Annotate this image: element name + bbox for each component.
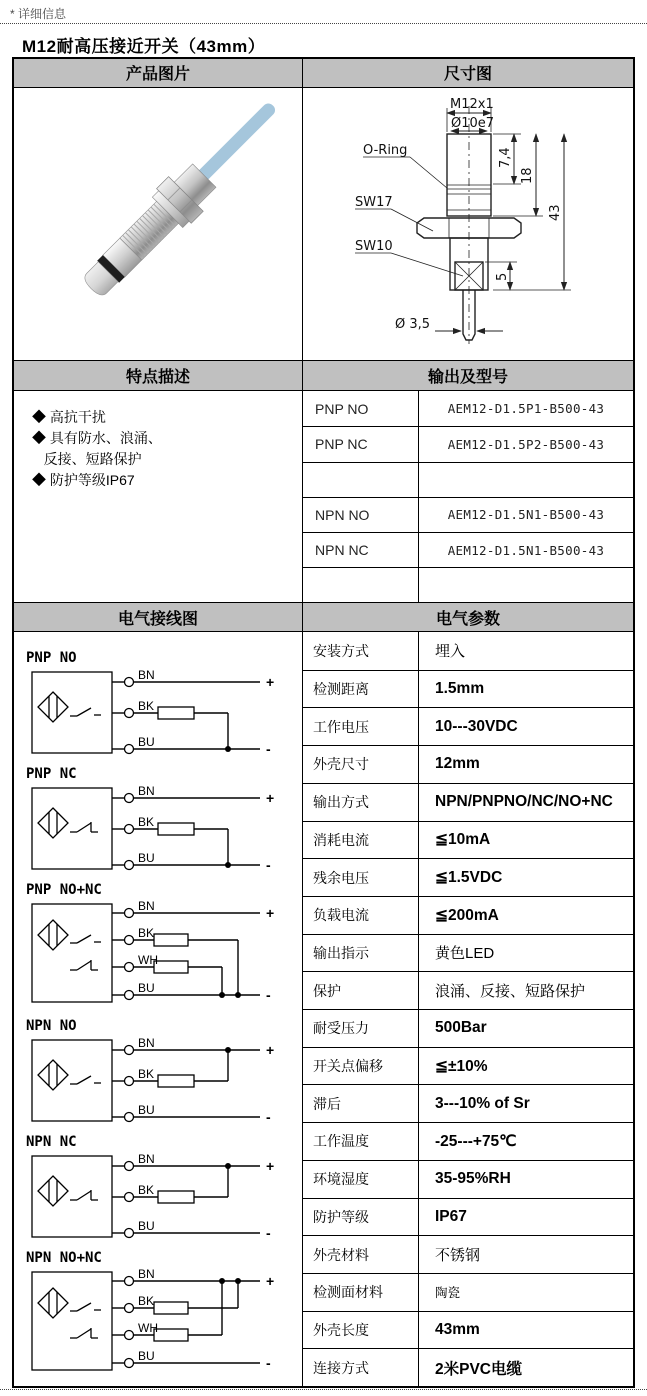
output-type (303, 567, 418, 602)
wiring-diagram-label: PNP NC (26, 766, 77, 783)
wire-label: BN (138, 1036, 155, 1051)
output-type: PNP NO (315, 400, 369, 417)
param-value: 3---10% of Sr (418, 1084, 633, 1122)
param-label: 保护 (303, 971, 418, 1009)
wire-label: BK (138, 699, 155, 714)
header-output-model: 输出及型号 (303, 361, 633, 390)
wire-label: WH (138, 1321, 158, 1336)
output-model: AEM12-D1.5P1-B500-43 (418, 391, 633, 426)
wiring-diagram (26, 1018, 302, 1130)
wiring-diagram-svg (26, 899, 288, 1009)
wire-label: BU (138, 1103, 155, 1118)
svg-text:7,4: 7,4 (498, 147, 513, 168)
plus-terminal: + (266, 674, 275, 691)
param-value: 不锈钢 (418, 1235, 633, 1273)
wiring-diagram-label: NPN NC (26, 1134, 77, 1151)
header-row-1 (14, 59, 633, 88)
wiring-diagram (26, 882, 302, 1014)
param-value: 10---30VDC (418, 707, 633, 745)
header-product-image: 产品图片 (14, 59, 303, 87)
param-value: ≦10mA (418, 821, 633, 859)
svg-text:18: 18 (520, 167, 535, 184)
wire-label: BU (138, 1219, 155, 1234)
param-label: 残余电压 (303, 858, 418, 896)
output-type: NPN NO (303, 497, 418, 532)
wire-label: BK (138, 1067, 155, 1082)
wire-label: BN (138, 668, 155, 683)
detail-info-note: * 详细信息 (10, 7, 67, 21)
param-label: 外壳长度 (303, 1311, 418, 1349)
param-value: 12mm (418, 745, 633, 783)
param-value: 35-95%RH (418, 1160, 633, 1198)
param-label: 外壳材料 (303, 1235, 418, 1273)
param-label: 输出方式 (303, 783, 418, 821)
product-photo-cell (14, 88, 303, 360)
wiring-diagrams (14, 632, 303, 1386)
bottom-dotted-divider (0, 1389, 647, 1390)
param-value: 黄色LED (418, 934, 633, 972)
features-output-row (14, 391, 633, 603)
wire-label: BN (138, 899, 155, 914)
wiring-params-row (14, 632, 633, 1386)
param-value: 埋入 (418, 632, 633, 670)
param-value: ≦1.5VDC (418, 858, 633, 896)
output-model: AEM12-D1.5N1-B500-43 (418, 532, 633, 567)
param-label: 安装方式 (313, 642, 369, 659)
features-list (14, 391, 303, 602)
output-model-table (303, 391, 633, 602)
param-label: 检测面材料 (303, 1273, 418, 1311)
wiring-diagram (26, 766, 302, 878)
feature-line: ◆ 防护等级IP67 (32, 472, 135, 489)
minus-terminal: - (266, 1225, 271, 1242)
param-value: 1.5mm (418, 670, 633, 708)
dimension-drawing (303, 88, 633, 360)
wire-label: WH (138, 953, 158, 968)
param-label: 开关点偏移 (303, 1047, 418, 1085)
param-label: 外壳尺寸 (303, 745, 418, 783)
output-model (418, 567, 633, 602)
wiring-diagram-svg (26, 1035, 288, 1125)
param-value: IP67 (418, 1198, 633, 1236)
wiring-diagram-label: PNP NO (26, 650, 77, 667)
param-label: 防护等级 (303, 1198, 418, 1236)
param-value: 2米PVC电缆 (418, 1348, 633, 1386)
wire-label: BN (138, 1152, 155, 1167)
feature-line: ◆ 具有防水、浪涌、 (32, 430, 162, 447)
output-type: PNP NC (303, 426, 418, 461)
product-photo (36, 93, 280, 355)
wire-label: BK (138, 926, 155, 941)
param-label: 检测距离 (303, 670, 418, 708)
param-label: 负载电流 (303, 896, 418, 934)
param-label: 连接方式 (303, 1348, 418, 1386)
minus-terminal: - (266, 741, 271, 758)
plus-terminal: + (266, 905, 275, 922)
header-wiring: 电气接线图 (14, 603, 303, 631)
wire-label: BU (138, 851, 155, 866)
param-value: ≦200mA (418, 896, 633, 934)
header-dimension: 尺寸图 (303, 59, 633, 87)
header-features: 特点描述 (14, 361, 303, 390)
header-row-3 (14, 603, 633, 632)
plus-terminal: + (266, 790, 275, 807)
header-electrical: 电气参数 (303, 603, 633, 631)
minus-terminal: - (266, 1109, 271, 1126)
wiring-diagram-svg (26, 667, 288, 757)
param-label: 耐受压力 (303, 1009, 418, 1047)
wiring-diagram (26, 1250, 302, 1382)
svg-text:5: 5 (495, 272, 510, 281)
wire-label: BK (138, 1183, 155, 1198)
wiring-diagram-svg (26, 1267, 288, 1377)
wiring-diagram-svg (26, 783, 288, 873)
param-label: 输出指示 (303, 934, 418, 972)
minus-terminal: - (266, 857, 271, 874)
minus-terminal: - (266, 1355, 271, 1372)
param-value: NPN/PNPNO/NC/NO+NC (418, 783, 633, 821)
wiring-diagram (26, 650, 302, 762)
svg-text:SW10: SW10 (355, 238, 393, 254)
param-value: 500Bar (418, 1009, 633, 1047)
plus-terminal: + (266, 1042, 275, 1059)
wire-label: BU (138, 981, 155, 996)
plus-terminal: + (266, 1158, 275, 1175)
header-row-2 (14, 361, 633, 391)
wiring-diagram-label: NPN NO (26, 1018, 77, 1035)
param-value: 43mm (418, 1311, 633, 1349)
output-model: AEM12-D1.5N1-B500-43 (418, 497, 633, 532)
param-value: 陶瓷 (418, 1273, 633, 1311)
top-dotted-divider (0, 23, 647, 24)
svg-text:Ø10e7: Ø10e7 (451, 115, 495, 131)
output-model: AEM12-D1.5P2-B500-43 (418, 426, 633, 461)
wire-label: BU (138, 1349, 155, 1364)
svg-text:43: 43 (548, 204, 563, 221)
param-value: 浪涌、反接、短路保护 (418, 971, 633, 1009)
param-label: 工作温度 (303, 1122, 418, 1160)
svg-text:O-Ring: O-Ring (363, 142, 408, 158)
wire-label: BN (138, 1267, 155, 1282)
param-label: 工作电压 (303, 707, 418, 745)
wiring-diagram (26, 1134, 302, 1246)
param-label: 消耗电流 (303, 821, 418, 859)
svg-text:SW17: SW17 (355, 194, 393, 210)
wire-label: BK (138, 815, 155, 830)
image-row (14, 88, 633, 361)
feature-line: ◆ 高抗干扰 (32, 409, 106, 426)
electrical-params-table (303, 632, 633, 1386)
output-model (418, 462, 633, 497)
svg-text:Ø 3,5: Ø 3,5 (395, 316, 431, 332)
plus-terminal: + (266, 1273, 275, 1290)
output-type: NPN NC (303, 532, 418, 567)
wire-label: BU (138, 735, 155, 750)
page-title: M12耐高压接近开关（43mm） (22, 37, 266, 56)
wire-label: BN (138, 784, 155, 799)
output-type (303, 462, 418, 497)
wiring-diagram-label: NPN NO+NC (26, 1250, 102, 1267)
feature-line: 反接、短路保护 (32, 451, 142, 468)
param-value: ≦±10% (418, 1047, 633, 1085)
sensor-cable (195, 101, 278, 184)
minus-terminal: - (266, 987, 271, 1004)
wire-label: BK (138, 1294, 155, 1309)
svg-text:M12x1: M12x1 (450, 96, 494, 112)
param-value: -25---+75℃ (418, 1122, 633, 1160)
param-label: 环境湿度 (303, 1160, 418, 1198)
spec-table (12, 57, 635, 1388)
wiring-diagram-svg (26, 1151, 288, 1241)
dimension-drawing-cell (303, 88, 633, 360)
wiring-diagram-label: PNP NO+NC (26, 882, 102, 899)
param-label: 滞后 (303, 1084, 418, 1122)
